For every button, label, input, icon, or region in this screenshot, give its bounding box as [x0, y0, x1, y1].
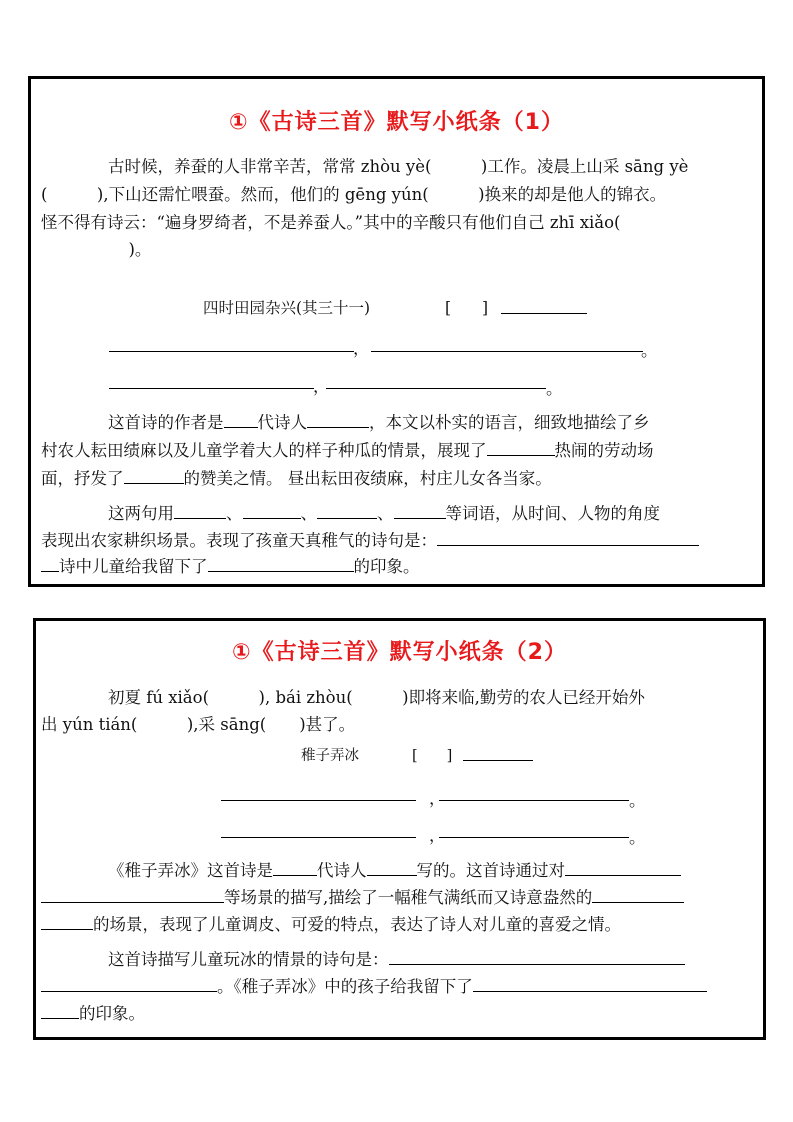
impression-blank[interactable]: [473, 975, 707, 992]
poem-dynasty-bracket: [ ]: [445, 299, 489, 317]
period: 。: [641, 341, 658, 360]
analysis-text: 这首诗的作者是: [108, 413, 224, 432]
verse-answer-blank-cont[interactable]: [41, 555, 59, 572]
impression-blank-cont[interactable]: [41, 1002, 79, 1019]
analysis-text: 代诗人: [257, 413, 307, 432]
verse-blank-1a[interactable]: [221, 800, 416, 801]
comma: ，: [429, 789, 446, 808]
analysis-text: 村农人耘田绩麻以及儿童学着大人的样子种瓜的情景，展现了: [41, 441, 487, 460]
poet-blank[interactable]: [463, 760, 533, 761]
analysis-text: 《稚子弄冰》这首诗是: [108, 861, 273, 880]
analysis-line-1: [108, 409, 650, 433]
verse-blank-2b[interactable]: [439, 837, 629, 838]
word-blank-2[interactable]: [243, 502, 301, 519]
analysis-text: 等场景的描写,描绘了一幅稚气满纸而又诗意盎然的: [224, 888, 593, 907]
note-card-2: [33, 618, 766, 1040]
period: 。: [629, 791, 646, 810]
analysis-text: 代诗人: [317, 861, 367, 880]
period: 。: [546, 379, 563, 398]
verse-blank-1b[interactable]: [371, 351, 643, 352]
question-line-2: [41, 527, 699, 551]
verse-blank-2a[interactable]: [221, 837, 416, 838]
separator: 、: [226, 504, 243, 523]
comma: ，: [353, 339, 370, 358]
intro-line-2: 出 yún tián( ),采 sāng( )甚了。: [41, 715, 356, 734]
intro-line-2: ( ),下山还需忙喂蚕。然而，他们的 gēng yún( )换来的却是他人的锦衣。: [41, 185, 667, 204]
verse-answer-blank-cont[interactable]: [41, 975, 217, 992]
poem-dynasty-bracket: [ ]: [412, 748, 453, 764]
intro-line-4: )。: [79, 240, 152, 259]
intro-line-3: 怪不得有诗云：“遍身罗绮者，不是养蚕人。”其中的辛酸只有他们自己 zhī xiǎo(: [41, 213, 621, 232]
poet-name-blank[interactable]: [307, 411, 369, 428]
verse-blank-2b[interactable]: [326, 388, 546, 389]
analysis-text: 热闹的劳动场: [554, 441, 654, 460]
scene-blank-cont[interactable]: [41, 886, 224, 903]
comma: ，: [429, 826, 446, 845]
question-text: 。《稚子弄冰》中的孩子给我留下了: [217, 977, 473, 996]
verse-answer-blank[interactable]: [437, 529, 699, 546]
card-title: ①《古诗三首》默写小纸条（1）: [229, 110, 564, 135]
question-line-1: [108, 946, 685, 970]
separator: 、: [300, 504, 317, 523]
question-text: 的印象。: [79, 1004, 145, 1023]
intro-line-1: 初夏 fú xiǎo( ), bái zhòu( )即将来临,勤劳的农人已经开始外: [108, 688, 645, 707]
question-text: 这首诗描写儿童玩冰的情景的诗句是：: [108, 950, 389, 969]
scene-blank[interactable]: [565, 859, 681, 876]
poem-title: 稚子弄冰: [301, 748, 359, 764]
question-text: 诗中儿童给我留下了: [59, 557, 208, 576]
verse-blank-2a[interactable]: [109, 388, 314, 389]
word-blank-1[interactable]: [174, 502, 226, 519]
verse-blank-1b[interactable]: [439, 800, 629, 801]
question-text: 这两句用: [108, 504, 174, 523]
analysis-line-1: [108, 857, 681, 881]
analysis-text: 写的。这首诗通过对: [416, 861, 565, 880]
analysis-text: 的场景，表现了儿童调皮、可爱的特点，表达了诗人对儿童的喜爱之情。: [93, 915, 621, 934]
verse-blank-1a[interactable]: [109, 351, 354, 352]
question-line-3: [41, 1000, 145, 1024]
analysis-text: ，本文以朴实的语言，细致地描绘了乡: [369, 413, 650, 432]
analysis-line-2: [41, 437, 654, 461]
poet-name-blank[interactable]: [367, 859, 417, 876]
question-line-3: [41, 553, 420, 577]
poetic-blank-cont[interactable]: [41, 913, 93, 930]
poet-blank[interactable]: [501, 313, 587, 314]
verse-answer-blank[interactable]: [389, 948, 685, 965]
analysis-text: 的赞美之情。 昼出耘田夜绩麻，村庄儿女各当家。: [183, 469, 552, 488]
impression-blank[interactable]: [208, 555, 354, 572]
question-text: 等词语，从时间、人物的角度: [445, 504, 660, 523]
question-text: 表现出农家耕织场景。表现了孩童天真稚气的诗句是：: [41, 531, 437, 550]
poem-title: 四时田园杂兴(其三十一): [203, 299, 371, 317]
praise-blank[interactable]: [124, 467, 184, 484]
scene-blank[interactable]: [487, 439, 555, 456]
dynasty-blank[interactable]: [224, 411, 258, 428]
analysis-line-3: [41, 465, 552, 489]
word-blank-3[interactable]: [317, 502, 377, 519]
separator: 、: [377, 504, 394, 523]
question-line-2: [41, 973, 707, 997]
analysis-text: 面，抒发了: [41, 469, 124, 488]
dynasty-blank[interactable]: [273, 859, 317, 876]
question-text: 的印象。: [353, 557, 420, 576]
analysis-line-2: [41, 884, 684, 908]
question-line-1: [108, 500, 660, 524]
intro-line-1: 古时候，养蚕的人非常辛苦，常常 zhòu yè( )工作。凌晨上山采 sāng yè: [108, 157, 689, 176]
analysis-line-3: [41, 911, 621, 935]
poetic-blank[interactable]: [592, 886, 684, 903]
note-card-1: [28, 76, 765, 587]
card-title: ①《古诗三首》默写小纸条（2）: [232, 640, 567, 665]
period: 。: [629, 828, 646, 847]
word-blank-4[interactable]: [394, 502, 446, 519]
comma: ，: [313, 377, 330, 396]
